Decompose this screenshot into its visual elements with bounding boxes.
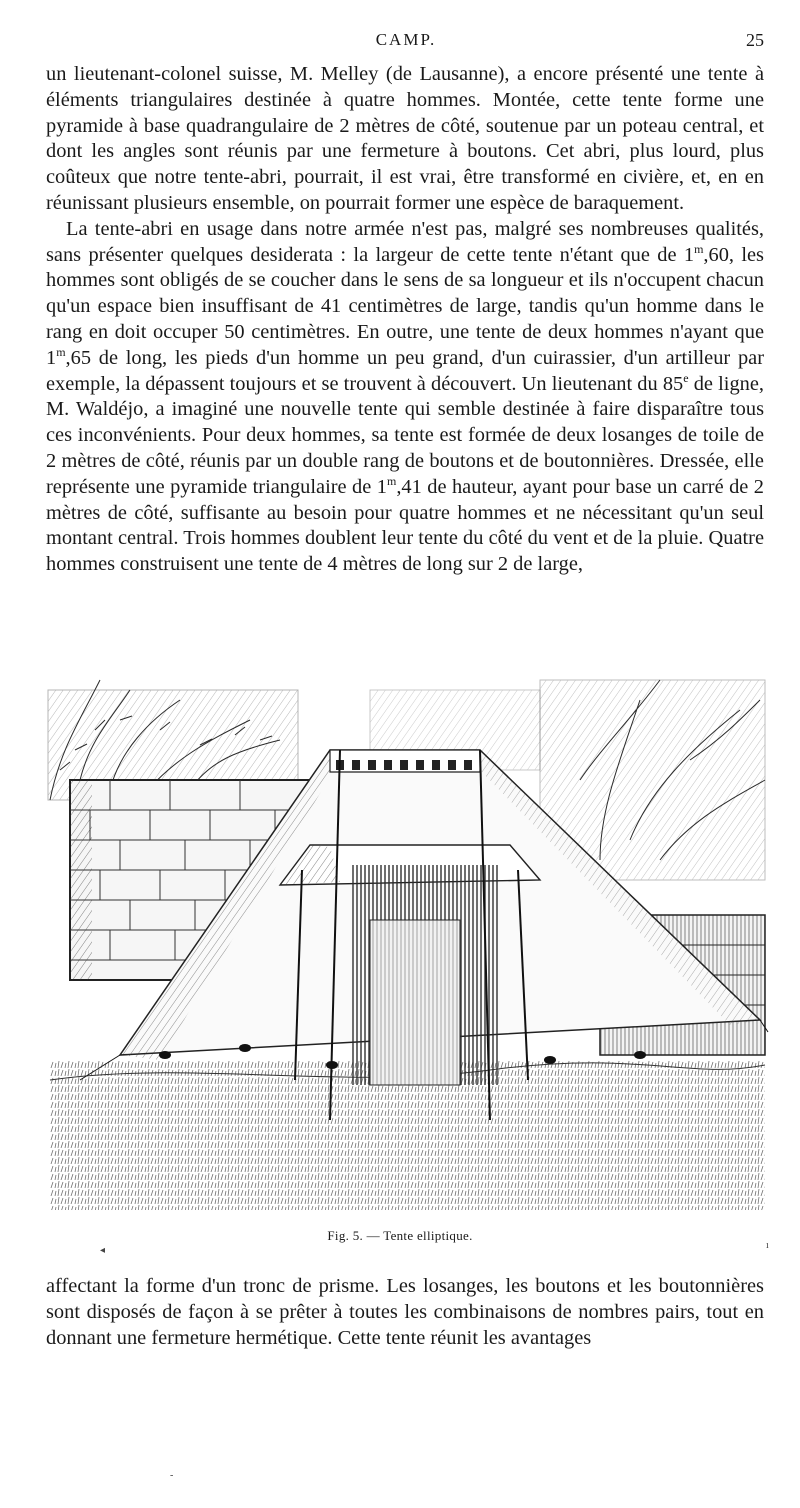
paragraph-1-line-1: un lieutenant-colonel suisse, M. Melley (de Lausanne), a encore présenté une tente	[46, 63, 748, 85]
paragraph-2-part-d: de ligne, M. Waldéjo, a imaginé une nouvelle tente qui semble destinée à faire disparaître tous ces inconvénients. Pour deux hommes, sa tente est formée de deux losanges de toile de 2 mètres de côté, réunis par un double rang de boutons et de boutonnières. Dressée, elle représente une pyramide triangulaire de 1	[46, 372, 765, 498]
running-title: CAMP.	[375, 30, 437, 49]
paragraph-1-text: à éléments triangulaires destinée à quatre hommes. Montée, cette tente forme une pyramide à base quadrangulaire de 2 mètres de côté, soutenue par un poteau central, et dont les angles sont réunis par une fermeture à boutons. Cet abri, plus lourd, plus coûteux que notre tente-abri, pourrait, il est vrai, être transformé en civière, et, en en réunissant plusieurs ensemble, on pourrait former une espèce de baraquement.	[46, 63, 764, 214]
superscript-m: m	[694, 241, 704, 256]
print-speck: ı	[766, 1240, 769, 1251]
body-text-top	[46, 62, 764, 578]
paragraph-2-part-e: ,41 de hauteur, ayant pour base un carré de 2 mètres de côté, suffisante au besoin pour quatre hommes et ne nécessitant qu'un seul montant central. Trois hommes doublent leur tente du côté du vent et de la pluie. Quatre hommes construisent une tente de 4 mètres de long sur 2 de large,	[46, 475, 764, 576]
tent-illustration	[40, 660, 770, 1220]
page-number: 25	[746, 30, 764, 50]
superscript-m: m	[56, 344, 66, 359]
superscript-m: m	[386, 473, 397, 488]
tent-engraving-figure	[40, 660, 770, 1220]
paragraph-2-part-c: ,65 de long, les pieds d'un homme un peu grand, d'un cuirassier, d'un artilleur par exemple, la dépassent toujours et se trouvent à découvert. Un lieutenant du 85	[46, 346, 764, 395]
print-speck: -	[170, 1470, 174, 1481]
paragraph-1	[46, 62, 764, 217]
print-speck: ◂	[100, 1245, 106, 1256]
figure-caption: Fig. 5. — Tente elliptique.	[327, 1228, 473, 1243]
superscript-e: e	[683, 370, 689, 385]
body-text-bottom	[46, 1274, 764, 1351]
paragraph-2	[46, 217, 764, 578]
paragraph-2-part-a: La tente-abri en usage dans notre armée n'est pas, malgré ses nombreuses qualités, sans présenter quelques desiderata : la largeur de cette tente n'étant que de 1	[46, 217, 764, 266]
paragraph-2-part-b: ,60, les hommes sont obligés de se coucher dans le sens de sa longueur et ils n'occupent chacun qu'un espace bien insuffisant de 41 centimètres de large, tandis qu'un homme dans le rang en doit occuper 50 centimètres. En outre, une tente de deux hommes n'ayant que 1	[46, 243, 764, 369]
running-head	[48, 30, 764, 56]
paragraph-3: affectant la forme d'un tronc de prisme. Les losanges, les boutons et les boutonnières sont disposés de façon à se prêter à toutes les combinaisons de nombres pairs, tout en donnant une fermeture hermétique. Cette tente réunit les avantages	[46, 1275, 764, 1349]
